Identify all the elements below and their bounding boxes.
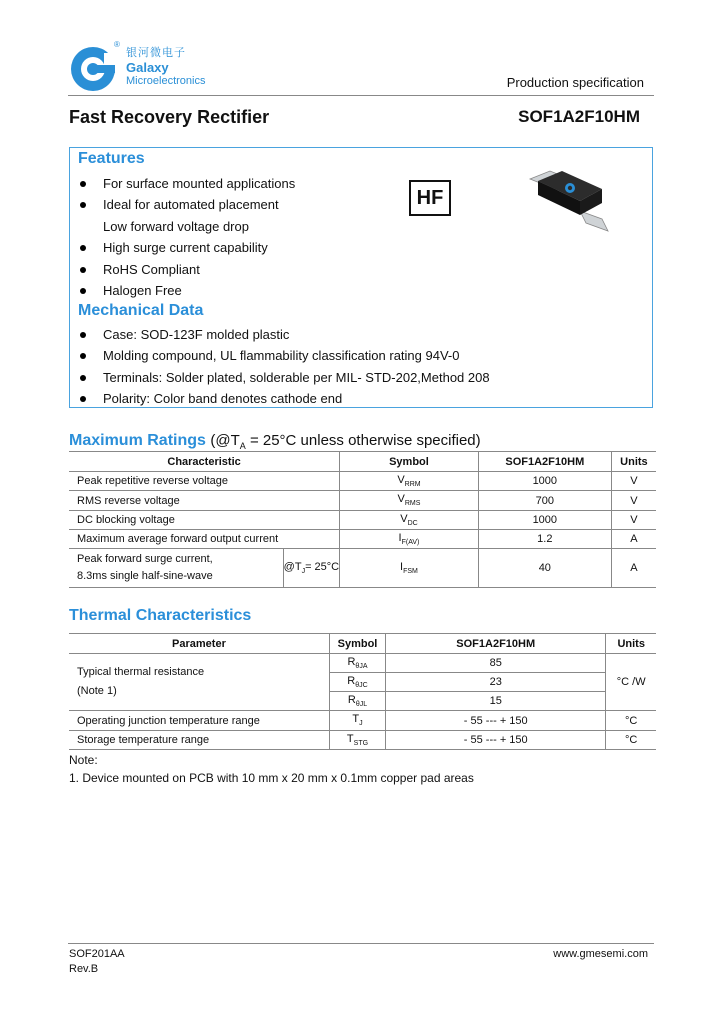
mechanical-item: Terminals: Solder plated, solderable per MIL- STD-202,Method 208	[80, 370, 640, 384]
feature-item: Halogen Free	[80, 283, 380, 297]
table-row: DC blocking voltage $V_{DC}$ 1000 V	[69, 511, 656, 530]
table-row: Typical thermal resistance (Note 1) $R_{\theta JA}$ 85 °C /W	[69, 654, 656, 673]
bullet-icon	[80, 288, 86, 294]
mechanical-data-heading: Mechanical Data	[78, 302, 204, 319]
table-row: $R_{\theta JC}$ 23	[69, 673, 656, 692]
footer-revision: Rev.B	[69, 963, 99, 975]
thermal-table	[69, 633, 656, 750]
column-header: SOF1A2F10HM	[386, 634, 606, 654]
thermal-heading: Thermal Characteristics	[69, 607, 252, 624]
column-header: Symbol	[340, 452, 479, 472]
doc-title: Fast Recovery Rectifier	[69, 107, 270, 127]
table-row: RMS reverse voltage $V_{RMS}$ 700 V	[69, 491, 656, 511]
table-header-row	[69, 452, 656, 472]
bullet-icon	[80, 375, 86, 381]
galaxy-logo-icon	[68, 44, 118, 94]
column-header: SOF1A2F10HM	[478, 452, 611, 472]
max-ratings-heading-line	[69, 432, 481, 451]
logo-name: Galaxy	[126, 60, 169, 75]
halogen-free-badge: HF	[409, 180, 451, 216]
feature-item: For surface mounted applications	[80, 176, 380, 190]
feature-item: Low forward voltage drop	[103, 219, 249, 234]
feature-item: High surge current capability	[80, 240, 380, 254]
table-row: Peak forward surge current, 8.3ms single half-sine-wave $@T_J= 25^\circ C$ $I_{FSM}$ 40 A	[69, 549, 656, 588]
footer-website-link[interactable]: www.gmesemi.com	[553, 948, 648, 960]
mechanical-item: Polarity: Color band denotes cathode end	[80, 391, 640, 405]
table-row: Operating junction temperature range $T_J$ - 55 --- + 150 °C	[69, 711, 656, 731]
column-header: Units	[606, 634, 656, 654]
logo-subtitle: Microelectronics	[126, 75, 206, 87]
column-header: Characteristic	[69, 452, 340, 472]
bullet-icon	[80, 202, 86, 208]
bullet-icon	[80, 245, 86, 251]
sod123f-package-image	[524, 165, 616, 237]
bullet-icon	[80, 267, 86, 273]
bullet-icon	[80, 396, 86, 402]
features-heading: Features	[78, 150, 145, 167]
footer-divider	[68, 943, 654, 944]
table-row: Storage temperature range $T_{STG}$ - 55 --- + 150 °C	[69, 731, 656, 750]
bullet-icon	[80, 332, 86, 338]
header-divider	[68, 95, 654, 96]
column-header: Units	[611, 452, 656, 472]
table-row: $R_{\theta JL}$ 15	[69, 692, 656, 711]
table-header-row	[69, 634, 656, 654]
column-header: Symbol	[329, 634, 385, 654]
logo-registered-mark: ®	[114, 40, 120, 49]
table-row: Maximum average forward output current $I_{F(AV)}$ 1.2 A	[69, 530, 656, 549]
mechanical-item: Molding compound, UL flammability classification rating 94V-0	[80, 348, 640, 362]
note-label: Note:	[69, 753, 98, 767]
note-item: 1. Device mounted on PCB with 10 mm x 20 mm x 0.1mm copper pad areas	[69, 771, 474, 785]
table-row: Peak repetitive reverse voltage $V_{RRM}$ 1000 V	[69, 472, 656, 491]
max-ratings-condition: ($@T_A = 25^\circ C$ unless otherwise specified)	[210, 432, 481, 451]
mechanical-item: Case: SOD-123F molded plastic	[80, 327, 640, 341]
logo-chinese-name: 银河微电子	[126, 47, 186, 59]
max-ratings-table	[69, 451, 656, 588]
max-ratings-heading: Maximum Ratings	[69, 432, 206, 449]
column-header: Parameter	[69, 634, 329, 654]
feature-item: Ideal for automated placement	[80, 197, 380, 211]
bullet-icon	[80, 353, 86, 359]
production-spec-label: Production specification	[506, 75, 644, 90]
part-number-title: SOF1A2F10HM	[518, 107, 640, 126]
footer-doc-number: SOF201AA	[69, 948, 125, 960]
feature-item: RoHS Compliant	[80, 262, 380, 276]
bullet-icon	[80, 181, 86, 187]
